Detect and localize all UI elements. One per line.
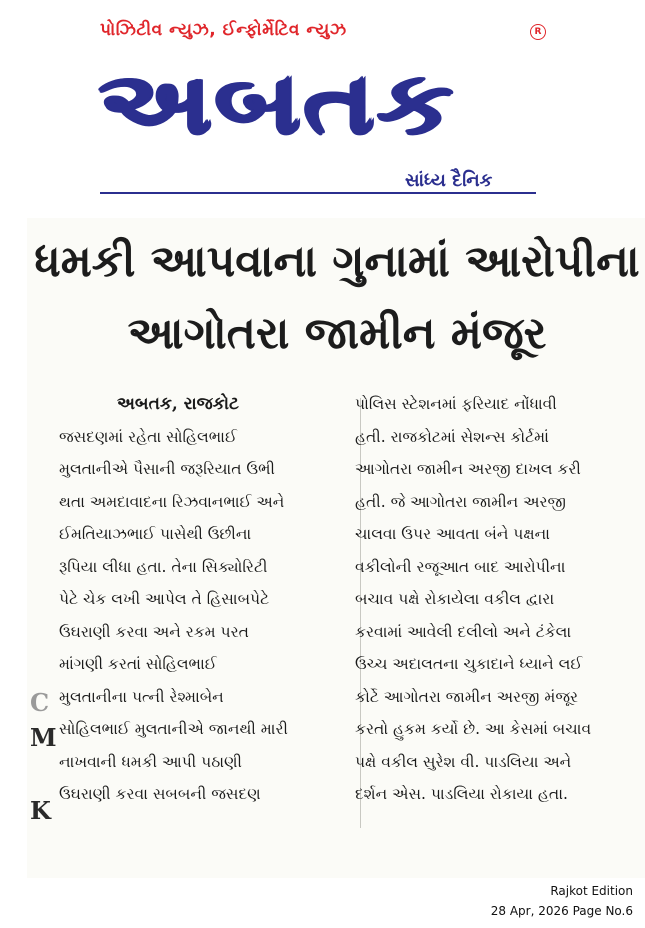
body-line: કોર્ટે આગોતરા જામીન અરજી મંજૂર (355, 687, 578, 706)
edition-label: Rajkot Edition (550, 884, 633, 898)
print-mark-c: C (30, 688, 50, 717)
body-line: ઉઘરાણી કરવા અને રકમ પરત (59, 622, 249, 641)
masthead-rule (100, 192, 536, 194)
body-line: પક્ષે વકીલ સુરેશ વી. પાડલિયા અને (355, 752, 572, 771)
body-line: પેટે ચેક લખી આપેલ તે હિસાબપેટે (59, 590, 270, 608)
body-line: કરતો હુકમ કર્યો છે. આ કેસમાં બચાવ (355, 720, 592, 738)
body-line: બચાવ પક્ષે રોકાયેલા વકીલ દ્વારા (355, 590, 555, 608)
masthead (0, 0, 645, 210)
body-line: માંગણી કરતાં સોહિલભાઈ (59, 655, 217, 673)
body-line: વકીલોની રજૂઆત બાદ આરોપીના (355, 557, 566, 576)
masthead-tagline: પોઝિટીવ ન્યુઝ, ઈન્ફોર્મેટિવ ન્યુઝ (100, 20, 347, 40)
body-line: સોહિલભાઈ મુલતાનીએ જાનથી મારી (59, 720, 288, 738)
registered-trademark-icon: R (530, 24, 546, 40)
body-line: કરવામાં આવેલી દલીલો અને ટંકેલા (355, 622, 572, 641)
body-line: દર્શન એસ. પાડલિયા રોકાયા હતા. (355, 785, 568, 803)
body-line: હતી. જે આગોતરા જામીન અરજી (355, 492, 566, 511)
article-dateline: અબતક, રાજકોટ (117, 394, 239, 414)
article-column-left (59, 388, 359, 811)
headline-line-2: આગોતરા જામીન મંજૂર (127, 308, 547, 359)
body-line: ઉચ્ચ અદાલતના ચુકાદાને ધ્યાને લઈ (355, 655, 583, 673)
article-column-right (355, 388, 645, 811)
print-mark-k: K (30, 796, 51, 825)
logo-text: અબતક (98, 53, 455, 153)
body-line: આગોતરા જામીન અરજી દાખલ કરી (355, 460, 581, 478)
body-line: પોલિસ સ્ટેશનમાં ફરિયાદ નોંધાવી (355, 395, 557, 413)
headline-line-1: ધમકી આપવાના ગુનામાં આરોપીના (34, 236, 640, 287)
article-clipping (27, 218, 645, 878)
body-line: હતી. રાજકોટમાં સેશન્સ કોર્ટમાં (355, 427, 549, 446)
body-line: મુલતાનીના પત્ની રેશ્માબેન (59, 687, 224, 706)
body-line: થતા અમદાવાદના રિઝવાનભાઈ અને (59, 492, 285, 511)
newspaper-logo (98, 44, 546, 162)
body-line: ઈમતિયાઝભાઈ પાસેથી ઉછીના (59, 525, 252, 543)
body-line: મુલતાનીએ પૈસાની જરૂરિયાત ઉભી (59, 460, 275, 478)
body-line: ચાલવા ઉપર આવતા બંને પક્ષના (355, 525, 550, 543)
body-line: રૂપિયા લીધા હતા. તેના સિક્યોરિટી (59, 557, 268, 576)
print-mark-m: M (30, 723, 57, 752)
page-info: 28 Apr, 2026 Page No.6 (490, 904, 633, 918)
body-line: જસદણમાં રહેતા સોહિલભાઈ (59, 427, 237, 446)
body-line: નાખવાની ધમકી આપી પઠાણી (59, 752, 242, 771)
masthead-subtitle: સાંધ્ય દૈનિક (405, 170, 493, 191)
body-line: ઉઘરાણી કરવા સબબની જસદણ (59, 785, 261, 803)
